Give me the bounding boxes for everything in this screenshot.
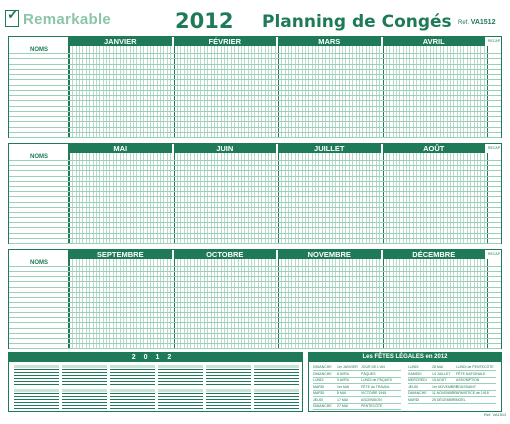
holiday-name: PÂQUES <box>361 371 376 376</box>
recap-header: RECAP <box>487 39 501 43</box>
footer-reference: Ref. VA1512 <box>484 412 507 417</box>
year-calendar-title: 2012 <box>9 353 302 362</box>
public-holidays-box <box>308 352 502 412</box>
mini-month-calendar <box>254 365 299 385</box>
holiday-name: ASCENSION <box>361 397 382 402</box>
month-header: MAI <box>69 144 174 153</box>
holiday-date: 25 DÉCEMBRE <box>432 397 457 402</box>
year-title: 2012 <box>175 9 234 33</box>
holiday-day: JEUDI <box>313 397 324 402</box>
quarter-block-3 <box>8 249 502 349</box>
month-header: OCTOBRE <box>174 250 279 259</box>
month-header: NOVEMBRE <box>278 250 383 259</box>
holiday-name: FÊTE NATIONALE <box>456 371 486 376</box>
month-header: AVRIL <box>383 37 488 46</box>
mini-month-calendar <box>206 365 251 385</box>
holiday-name: VICTOIRE 1945 <box>361 391 387 395</box>
mini-month-calendar <box>14 389 59 409</box>
month-header: DÉCEMBRE <box>383 250 488 259</box>
holiday-name: JOUR DE L'AN <box>361 365 385 369</box>
month-header: JUILLET <box>278 144 383 153</box>
holiday-day: MERCREDI <box>408 378 427 382</box>
recap-header: RECAP <box>487 146 501 150</box>
holiday-date: 1er MAI <box>337 384 350 389</box>
day-grid <box>69 46 487 137</box>
holiday-date: 9 AVRIL <box>337 378 350 382</box>
recap-header: RECAP <box>487 252 501 256</box>
holiday-date: 17 MAI <box>337 397 349 402</box>
holiday-day: DIMANCHE <box>313 365 332 369</box>
month-header: FÉVRIER <box>174 37 279 46</box>
holiday-day: LUNDI <box>408 365 419 369</box>
holiday-name: FÊTE du TRAVAIL <box>361 384 390 389</box>
holiday-day: MARDI <box>313 391 325 395</box>
holiday-day: SAMEDI <box>408 371 422 376</box>
holiday-name: PENTECÔTE <box>361 404 383 408</box>
month-header: MARS <box>278 37 383 46</box>
holiday-name: LUNDI de PÂQUES <box>361 378 392 382</box>
holiday-name: ARMISTICE de 1918 <box>456 391 489 395</box>
holiday-day: MARDI <box>408 397 420 402</box>
holiday-day: DIMANCHE <box>313 371 332 376</box>
mini-month-calendar <box>158 389 203 409</box>
holiday-date: 1er NOVEMBRE <box>432 384 459 389</box>
brand-name: Remarkable <box>23 11 112 28</box>
names-header: NOMS <box>30 260 48 266</box>
holiday-date: 11 NOVEMBRE <box>432 391 457 395</box>
mini-month-calendar <box>254 389 299 409</box>
holiday-day: JEUDI <box>408 384 419 389</box>
year-calendar <box>8 352 303 412</box>
month-header: JUIN <box>174 144 279 153</box>
holiday-date: 15 AOÛT <box>432 378 447 382</box>
reference-code: Ref. VA1512 <box>458 19 496 26</box>
holiday-day: DIMANCHE <box>408 391 427 395</box>
holiday-day: MARDI <box>313 384 325 389</box>
holiday-name: ASSOMPTION <box>456 378 480 382</box>
mini-month-calendar <box>206 389 251 409</box>
checkbox-logo-icon: ✓ <box>5 10 19 27</box>
holiday-name: NOËL <box>456 397 466 402</box>
holiday-date: 14 JUILLET <box>432 371 451 376</box>
holiday-day: LUNDI <box>313 378 324 382</box>
holiday-date: 27 MAI <box>337 404 349 408</box>
holiday-name: TOUSSAINT <box>456 384 476 389</box>
names-header: NOMS <box>30 47 48 53</box>
quarter-block-2 <box>8 143 502 244</box>
month-header: AOÛT <box>383 144 488 153</box>
holiday-date: 8 AVRIL <box>337 371 350 376</box>
month-header: SEPTEMBRE <box>69 250 174 259</box>
holiday-date: 28 MAI <box>432 365 444 369</box>
page-title: Planning de Congés <box>262 12 452 32</box>
holiday-day: DIMANCHE <box>313 404 332 408</box>
day-grid <box>69 153 487 243</box>
mini-month-calendar <box>110 389 155 409</box>
quarter-block-1 <box>8 36 502 138</box>
mini-month-calendar <box>158 365 203 385</box>
mini-month-calendar <box>110 365 155 385</box>
names-header: NOMS <box>30 154 48 160</box>
mini-month-calendar <box>62 365 107 385</box>
mini-month-calendar <box>62 389 107 409</box>
mini-month-calendar <box>14 365 59 385</box>
holiday-name: LUNDI de PENTECÔTE <box>456 365 494 369</box>
month-header: JANVIER <box>69 37 174 46</box>
header <box>0 0 510 34</box>
day-grid <box>69 259 487 348</box>
holiday-date: 1er JANVIER <box>337 365 358 369</box>
public-holidays-title: Les FÊTES LÉGALES en 2012 <box>309 353 501 362</box>
holiday-date: 8 MAI <box>337 391 347 395</box>
